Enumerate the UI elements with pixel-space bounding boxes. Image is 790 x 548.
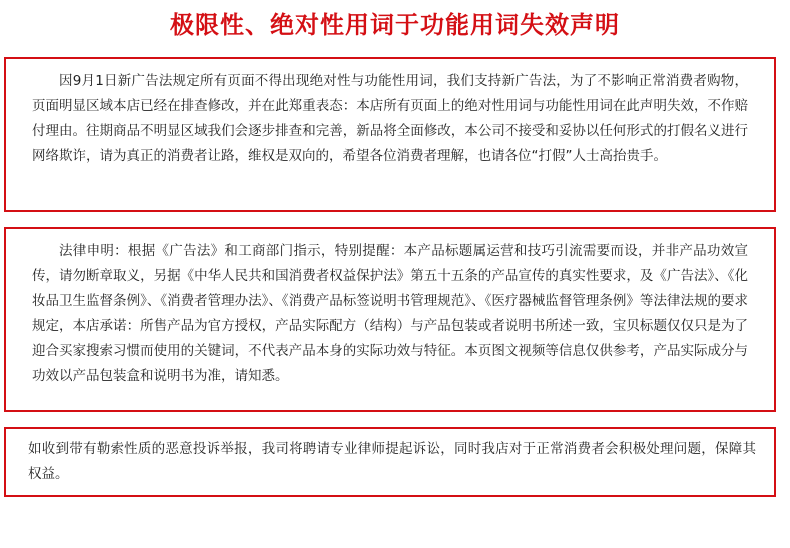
- notice-box-complaint-policy: [4, 427, 776, 497]
- notice-text-legal-statement: 法律申明：根据《广告法》和工商部门指示，特别提醒：本产品标题属运营和技巧引流需要而设，并非产品功效宣传，请勿断章取义，另据《中华人民共和国消费者权益保护法》第五十五条的产品宣传的真实性要求，及《广告法》、《化妆品卫生监督条例》、《消费者管理办法》、《消费产品标签说明书管理规范》、《医疗器械监督管理条例》等法律法规的要求规定，本店承诺：所售产品为官方授权，产品实际配方（结构）与产品包装或者说明书所述一致，宝贝标题仅仅只是为了迎合买家搜索习惯而使用的关键词，不代表产品本身的实际功效与特征。本页图文视频等信息仅供参考，产品实际成分与功效以产品包装盒和说明书为准，请知悉。: [32, 243, 748, 384]
- notice-text-advertising-law: 因9月1日新广告法规定所有页面不得出现绝对性与功能性用词，我们支持新广告法，为了不影响正常消费者购物，页面明显区域本店已经在排查修改，并在此郑重表态：本店所有页面上的绝对性用词与功能性用词在此声明失效，不作赔付理由。往期商品不明显区域我们会逐步排查和完善，新品将全面修改，本公司不接受和妥协以任何形式的打假名义进行网络欺诈，请为真正的消费者让路，维权是双向的，希望各位消费者理解，也请各位“打假”人士高抬贵手。: [32, 73, 748, 164]
- page-title: 极限性、绝对性用词于功能用词失效声明: [170, 11, 620, 39]
- notice-box-advertising-law: [4, 57, 776, 212]
- notice-box-legal-statement: [4, 227, 776, 412]
- notice-text-complaint-policy: 如收到带有勒索性质的恶意投诉举报，我司将聘请专业律师提起诉讼，同时我店对于正常消费者会积极处理问题，保障其权益。: [28, 441, 756, 482]
